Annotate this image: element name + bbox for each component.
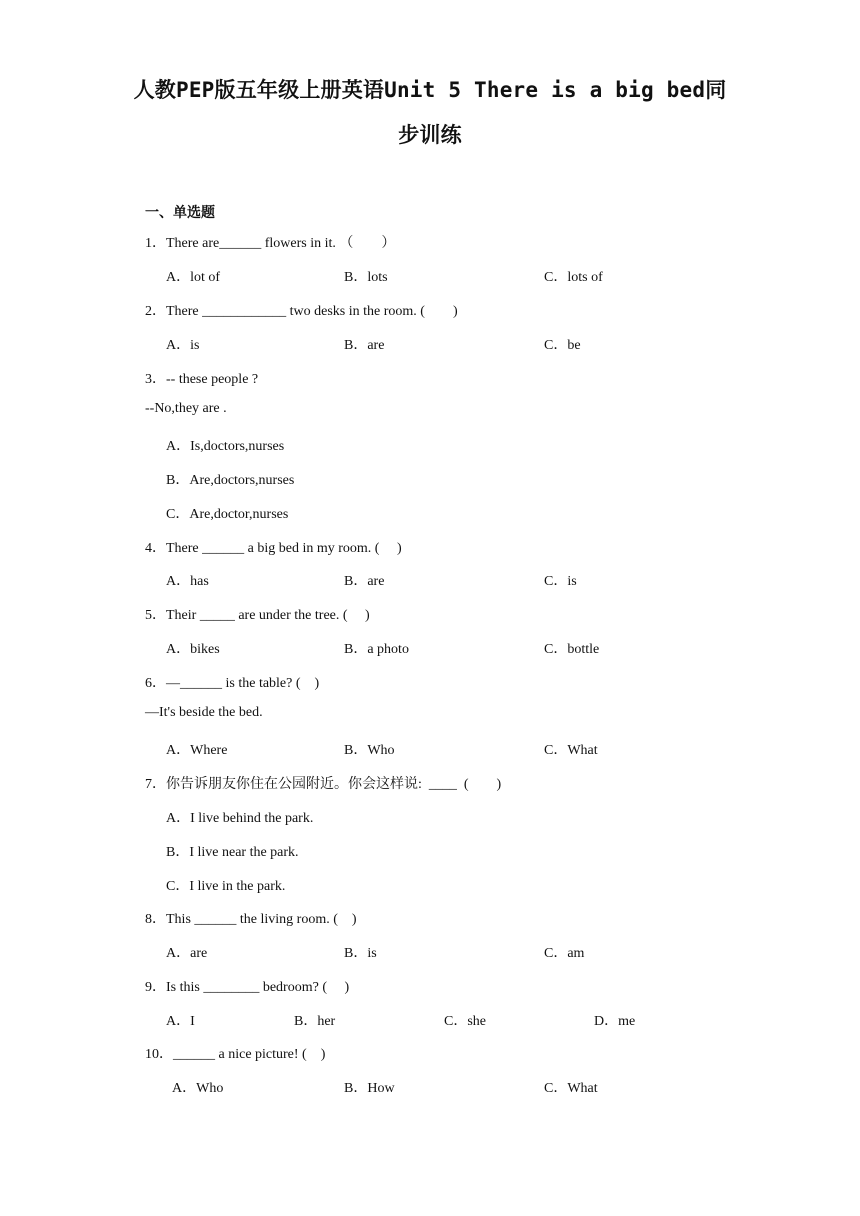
question-7: 7．你告诉朋友你住在公园附近。你会这样说: ____ ( ) xyxy=(145,777,502,792)
question-8: 8．This ______ the living room. ( ) xyxy=(145,912,357,927)
q8-option-c: C．am xyxy=(544,946,585,961)
question-1: 1．There are______ flowers in it. （ ） xyxy=(145,236,396,251)
q7-option-b: B．I live near the park. xyxy=(166,845,299,860)
question-10: 10．______ a nice picture! ( ) xyxy=(145,1047,326,1062)
q2-option-a: A．is xyxy=(166,338,200,353)
document-title-line1: 人教PEP版五年级上册英语Unit 5 There is a big bed同 xyxy=(133,78,727,102)
question-9: 9．Is this ________ bedroom? ( ) xyxy=(145,980,350,995)
q9-option-a: A．I xyxy=(166,1014,195,1029)
q1-option-c: C．lots of xyxy=(544,270,603,285)
q6-option-b: B．Who xyxy=(344,743,395,758)
q1-option-b: B．lots xyxy=(344,270,388,285)
q9-option-c: C．she xyxy=(444,1014,486,1029)
question-3: 3．-- these people ? xyxy=(145,372,259,387)
q6-option-c: C．What xyxy=(544,743,598,758)
q3-option-a: A．Is,doctors,nurses xyxy=(166,439,285,454)
q4-option-c: C．is xyxy=(544,574,577,589)
document-title-line2: 步训练 xyxy=(398,123,462,147)
q9-option-b: B．her xyxy=(294,1014,336,1029)
question-3-answer-line: --No,they are . xyxy=(145,401,227,416)
q10-option-a: A．Who xyxy=(172,1081,224,1096)
q3-option-c: C．Are,doctor,nurses xyxy=(166,507,289,522)
question-6-answer-line: —It's beside the bed. xyxy=(145,705,263,720)
q5-option-b: B．a photo xyxy=(344,642,409,657)
question-5: 5．Their _____ are under the tree. ( ) xyxy=(145,608,370,623)
question-2: 2．There ____________ two desks in the room. ( ) xyxy=(145,304,458,319)
q3-option-b: B．Are,doctors,nurses xyxy=(166,473,295,488)
q10-option-c: C．What xyxy=(544,1081,598,1096)
q4-option-a: A．has xyxy=(166,574,209,589)
section-heading: 一、单选题 xyxy=(145,205,215,221)
q7-option-c: C．I live in the park. xyxy=(166,879,286,894)
q4-option-b: B．are xyxy=(344,574,385,589)
q5-option-c: C．bottle xyxy=(544,642,600,657)
q1-option-a: A．lot of xyxy=(166,270,221,285)
q5-option-a: A．bikes xyxy=(166,642,220,657)
q9-option-d: D．me xyxy=(594,1014,636,1029)
question-6: 6．—______ is the table? ( ) xyxy=(145,676,320,691)
question-4: 4．There ______ a big bed in my room. ( ) xyxy=(145,541,402,556)
q2-option-c: C．be xyxy=(544,338,581,353)
q6-option-a: A．Where xyxy=(166,743,228,758)
q2-option-b: B．are xyxy=(344,338,385,353)
q10-option-b: B．How xyxy=(344,1081,395,1096)
q8-option-a: A．are xyxy=(166,946,208,961)
q7-option-a: A．I live behind the park. xyxy=(166,811,314,826)
q8-option-b: B．is xyxy=(344,946,377,961)
